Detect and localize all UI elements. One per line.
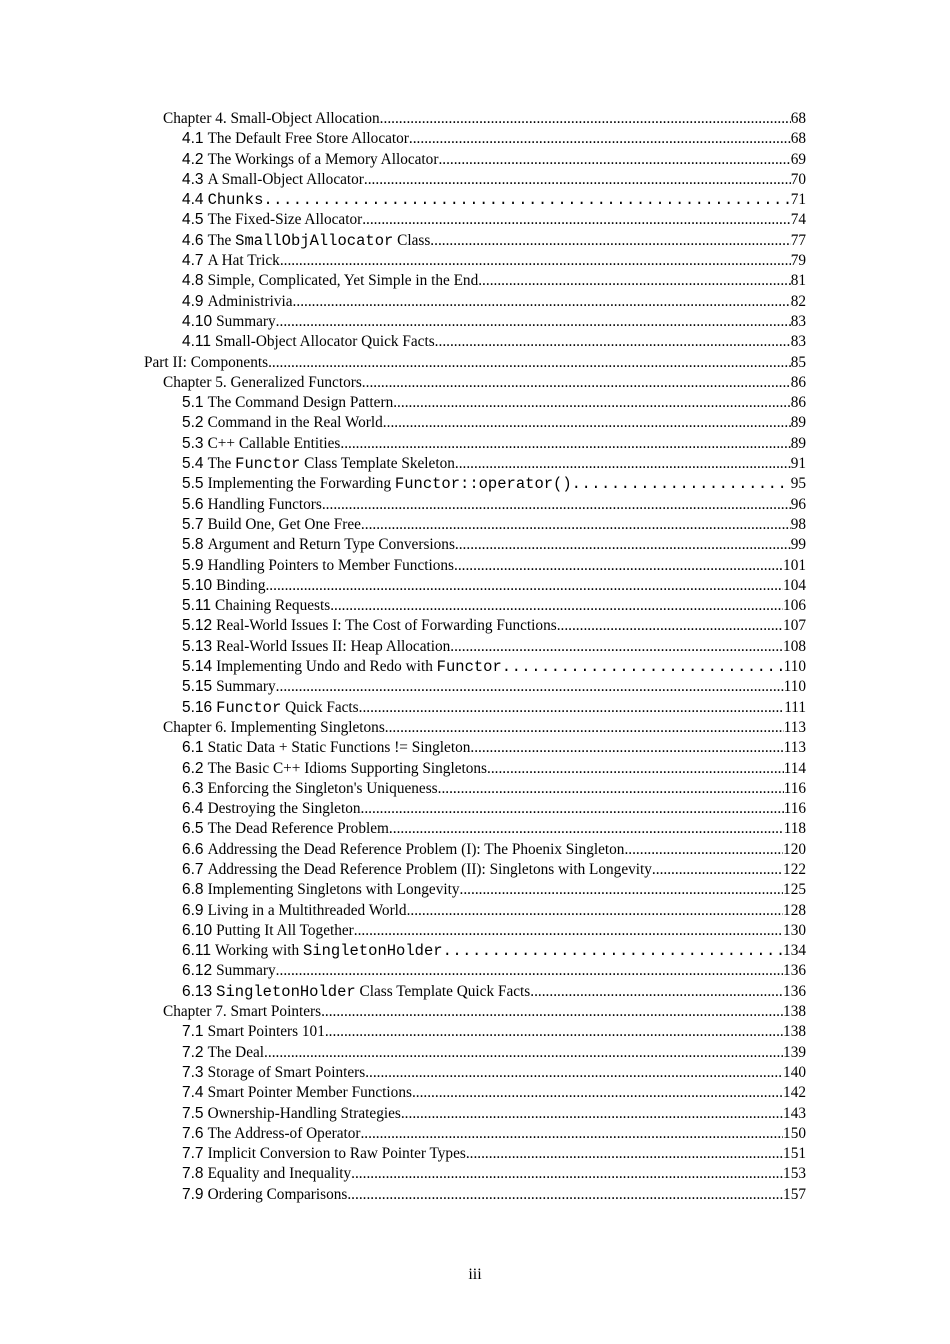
page-number: 83 xyxy=(790,312,806,330)
entry-title-text: The Basic C++ Idioms Supporting Singletons xyxy=(207,759,487,777)
page-number: 83 xyxy=(790,333,806,351)
toc-section-entry[interactable] xyxy=(182,982,806,1002)
section-number: 5.7 xyxy=(182,515,204,533)
section-number: 6.13 xyxy=(182,982,213,1000)
dot-leader xyxy=(624,840,783,860)
page-number: 107 xyxy=(783,617,806,635)
page-number: 125 xyxy=(783,881,806,899)
page-number: 79 xyxy=(790,252,806,270)
dot-leader xyxy=(351,1164,783,1184)
toc-section-entry[interactable] xyxy=(182,231,806,251)
toc-section-entry[interactable] xyxy=(182,1043,806,1063)
toc-section-entry[interactable] xyxy=(182,251,806,271)
toc-section-entry[interactable] xyxy=(182,677,806,697)
entry-title-text: Living in a Multithreaded World xyxy=(207,901,407,919)
section-number: 5.13 xyxy=(182,637,213,655)
page-number: 110 xyxy=(783,658,806,676)
dot-leader xyxy=(407,901,783,921)
toc-section-entry[interactable] xyxy=(182,860,806,880)
toc-section-entry[interactable] xyxy=(182,495,806,515)
dot-leader xyxy=(454,556,783,576)
page-number: 114 xyxy=(783,759,806,777)
toc-section-entry[interactable] xyxy=(182,596,806,616)
dot-leader xyxy=(383,413,791,433)
entry-code-text: Functor xyxy=(235,455,301,474)
entry-code-text: Functor::operator() xyxy=(394,475,572,494)
entry-title-text: Storage of Smart Pointers xyxy=(207,1063,366,1081)
page-number: 118 xyxy=(783,820,806,838)
section-number: 5.15 xyxy=(182,678,213,696)
section-number: 4.9 xyxy=(182,292,204,310)
toc-section-entry[interactable] xyxy=(182,434,806,454)
dot-leader xyxy=(393,393,790,413)
section-number: 7.2 xyxy=(182,1043,204,1061)
entry-title-text: Handling Pointers to Member Functions xyxy=(207,556,454,574)
page-number: 157 xyxy=(783,1185,806,1203)
page-number: 68 xyxy=(790,110,806,127)
dot-leader xyxy=(280,251,791,271)
toc-section-entry[interactable] xyxy=(182,616,806,636)
toc-section-entry[interactable] xyxy=(182,129,806,149)
page-number: 139 xyxy=(783,1043,806,1061)
page-number: 69 xyxy=(790,150,806,168)
section-number: 4.3 xyxy=(182,170,204,188)
dot-leader xyxy=(572,474,791,494)
section-number: 7.4 xyxy=(182,1084,204,1102)
entry-title-text: Implicit Conversion to Raw Pointer Types xyxy=(207,1145,466,1163)
toc-section-entry[interactable] xyxy=(182,779,806,799)
entry-title-text: Part II: Components xyxy=(144,353,269,371)
page-number: 113 xyxy=(783,718,806,736)
page-number: 96 xyxy=(790,495,806,513)
toc-section-entry[interactable] xyxy=(182,515,806,535)
dot-leader xyxy=(455,454,791,474)
section-number: 5.2 xyxy=(182,414,204,432)
section-number: 5.5 xyxy=(182,475,204,493)
toc-section-entry[interactable] xyxy=(182,1185,806,1205)
dot-leader xyxy=(321,1002,783,1022)
toc-section-entry[interactable] xyxy=(182,961,806,981)
section-number: 6.3 xyxy=(182,779,204,797)
dot-leader xyxy=(460,880,784,900)
page-number: 136 xyxy=(783,962,806,980)
page-number: 143 xyxy=(783,1104,806,1122)
section-number: 7.9 xyxy=(182,1185,204,1203)
dot-leader xyxy=(385,718,784,738)
dot-leader xyxy=(360,1124,783,1144)
toc-section-entry[interactable] xyxy=(182,474,806,494)
toc-section-entry[interactable] xyxy=(182,637,806,657)
entry-title-text: Ownership-Handling Strategies xyxy=(207,1104,401,1122)
entry-title-text: Summary xyxy=(216,678,276,696)
page-number: 120 xyxy=(783,840,806,858)
entry-title-text: Summary xyxy=(216,312,276,330)
entry-title-text: Working with xyxy=(215,942,304,960)
dot-leader xyxy=(293,292,791,312)
toc-section-entry[interactable] xyxy=(182,840,806,860)
page-number: 116 xyxy=(783,800,806,818)
section-number: 7.3 xyxy=(182,1063,204,1081)
section-number: 6.10 xyxy=(182,921,213,939)
entry-title-text: Addressing the Dead Reference Problem (I): The Phoenix Singleton xyxy=(207,840,625,858)
page-number: 111 xyxy=(784,698,806,716)
section-number: 5.11 xyxy=(182,597,212,615)
entry-title-text: A Hat Trick xyxy=(207,252,280,270)
toc-section-entry[interactable] xyxy=(182,941,806,961)
toc-section-entry[interactable] xyxy=(182,535,806,555)
page-number: 104 xyxy=(783,576,806,594)
dot-leader xyxy=(502,657,784,677)
dot-leader xyxy=(438,150,790,170)
page-number: 74 xyxy=(790,211,806,229)
dot-leader xyxy=(450,637,783,657)
toc-section-entry[interactable] xyxy=(182,657,806,677)
entry-code-text: SingletonHolder xyxy=(216,982,356,1001)
toc-section-entry[interactable] xyxy=(182,332,806,352)
section-number: 7.7 xyxy=(182,1145,204,1163)
section-number: 5.3 xyxy=(182,434,204,452)
page-number: 71 xyxy=(790,191,806,209)
entry-title-text: The Fixed-Size Allocator xyxy=(207,211,363,229)
section-number: 6.9 xyxy=(182,901,204,919)
section-number: 6.6 xyxy=(182,840,204,858)
entry-code-text: Functor xyxy=(216,698,282,717)
page-number: 95 xyxy=(790,475,806,493)
dot-leader xyxy=(268,353,791,373)
page-number: 138 xyxy=(783,1023,806,1041)
entry-title-text: The Default Free Store Allocator xyxy=(207,130,409,148)
toc-section-entry[interactable] xyxy=(182,1144,806,1164)
entry-title-text: Destroying the Singleton xyxy=(207,800,361,818)
entry-title-text: Binding xyxy=(216,576,266,594)
entry-title-text: Small-Object Allocator Quick Facts xyxy=(215,333,435,351)
entry-title-text: Smart Pointers 101 xyxy=(207,1023,325,1041)
dot-leader xyxy=(276,961,783,981)
section-number: 7.8 xyxy=(182,1165,204,1183)
page-number: 85 xyxy=(790,353,806,371)
toc-section-entry[interactable] xyxy=(182,1164,806,1184)
section-number: 5.10 xyxy=(182,576,213,594)
toc-section-entry[interactable] xyxy=(182,1022,806,1042)
section-number: 4.10 xyxy=(182,312,213,330)
section-number: 6.4 xyxy=(182,800,204,818)
section-number: 5.8 xyxy=(182,536,204,554)
toc-section-entry[interactable] xyxy=(182,292,806,312)
entry-title-text: A Small-Object Allocator xyxy=(207,170,364,188)
dot-leader xyxy=(347,1185,783,1205)
toc-chapter-entry[interactable] xyxy=(163,373,806,393)
section-number: 5.1 xyxy=(182,394,204,412)
dot-leader xyxy=(470,738,783,758)
page-number: 106 xyxy=(783,597,806,615)
section-number: 6.11 xyxy=(182,942,212,960)
entry-title-text: The Workings of a Memory Allocator xyxy=(207,150,439,168)
toc-section-entry[interactable] xyxy=(182,1104,806,1124)
toc-section-entry[interactable] xyxy=(182,393,806,413)
page-number: 122 xyxy=(783,860,806,878)
entry-code-text: Functor xyxy=(436,658,502,677)
page-number-footer: iii xyxy=(468,1266,482,1283)
entry-title-text: Command in the Real World xyxy=(207,414,383,432)
toc-section-entry[interactable] xyxy=(182,901,806,921)
dot-leader xyxy=(435,332,791,352)
page-number: 110 xyxy=(783,678,806,696)
page-number: 98 xyxy=(790,515,806,533)
entry-title-text: The Dead Reference Problem xyxy=(207,820,389,838)
section-number: 6.7 xyxy=(182,860,204,878)
page-number: 101 xyxy=(783,556,806,574)
toc-section-entry[interactable] xyxy=(182,271,806,291)
toc-section-entry[interactable] xyxy=(182,880,806,900)
entry-code-text: Chunks xyxy=(207,191,264,210)
page-number: 89 xyxy=(790,434,806,452)
section-number: 4.2 xyxy=(182,150,204,168)
entry-title-text: Real-World Issues I: The Cost of Forwarding Functions xyxy=(216,617,557,635)
dot-leader xyxy=(322,495,791,515)
section-number: 4.6 xyxy=(182,231,204,249)
toc-section-entry[interactable] xyxy=(182,312,806,332)
dot-leader xyxy=(354,921,783,941)
dot-leader xyxy=(362,210,791,230)
toc-chapter-entry[interactable] xyxy=(163,109,806,129)
dot-leader xyxy=(364,170,791,190)
section-number: 6.8 xyxy=(182,881,204,899)
page-number: 150 xyxy=(783,1124,806,1142)
section-number: 7.5 xyxy=(182,1104,204,1122)
table-of-contents xyxy=(0,109,950,1205)
entry-code-text: SingletonHolder xyxy=(303,942,443,961)
dot-leader xyxy=(263,190,790,210)
page-number: 86 xyxy=(790,373,806,391)
dot-leader xyxy=(409,129,791,149)
entry-title-text: The Deal xyxy=(207,1043,265,1061)
page-number: 130 xyxy=(783,921,806,939)
entry-title-text: Ordering Comparisons xyxy=(207,1185,348,1203)
toc-section-entry[interactable] xyxy=(182,210,806,230)
dot-leader xyxy=(340,434,790,454)
section-number: 7.6 xyxy=(182,1124,204,1142)
dot-leader xyxy=(389,819,784,839)
section-number: 6.2 xyxy=(182,759,204,777)
entry-title-text: Enforcing the Singleton's Uniqueness xyxy=(207,779,438,797)
entry-title-text: Smart Pointer Member Functions xyxy=(207,1084,412,1102)
entry-title-text: The Command Design Pattern xyxy=(207,394,394,412)
toc-section-entry[interactable] xyxy=(182,1124,806,1144)
page-number: 128 xyxy=(783,901,806,919)
dot-leader xyxy=(265,576,783,596)
entry-title-text: Administrivia xyxy=(207,292,293,310)
dot-leader xyxy=(264,1043,783,1063)
dot-leader xyxy=(361,515,791,535)
entry-title-text: Addressing the Dead Reference Problem (II): Singletons with Longevity xyxy=(207,860,652,878)
toc-section-entry[interactable] xyxy=(182,170,806,190)
section-number: 4.8 xyxy=(182,272,204,290)
dot-leader xyxy=(438,779,784,799)
entry-title-text: Quick Facts xyxy=(281,698,359,716)
toc-part-entry[interactable] xyxy=(144,353,806,373)
entry-title-text: Implementing the Forwarding xyxy=(207,475,395,493)
toc-section-entry[interactable] xyxy=(182,819,806,839)
page-number: 142 xyxy=(783,1084,806,1102)
dot-leader xyxy=(362,373,791,393)
toc-section-entry[interactable] xyxy=(182,698,806,718)
entry-title-text: Build One, Get One Free xyxy=(207,515,361,533)
page-number: 81 xyxy=(790,272,806,290)
dot-leader xyxy=(557,616,783,636)
entry-code-text: SmallObjAllocator xyxy=(235,231,394,250)
page-number: 136 xyxy=(783,982,806,1000)
toc-section-entry[interactable] xyxy=(182,1083,806,1103)
page-number: 134 xyxy=(783,942,806,960)
page-number: 86 xyxy=(790,394,806,412)
page-number: 108 xyxy=(783,637,806,655)
entry-title-text: Class Template Skeleton xyxy=(300,455,455,473)
page-number: 91 xyxy=(790,455,806,473)
toc-section-entry[interactable] xyxy=(182,150,806,170)
dot-leader xyxy=(466,1144,783,1164)
dot-leader xyxy=(380,109,791,129)
section-number: 4.1 xyxy=(182,130,204,148)
section-number: 6.12 xyxy=(182,962,213,980)
page-number: 70 xyxy=(790,170,806,188)
page-number: 77 xyxy=(790,231,806,249)
entry-title-text: Argument and Return Type Conversions xyxy=(207,536,455,554)
toc-section-entry[interactable] xyxy=(182,413,806,433)
page-number: 68 xyxy=(790,130,806,148)
entry-title-text: Simple, Complicated, Yet Simple in the End xyxy=(207,272,479,290)
dot-leader xyxy=(359,698,785,718)
toc-section-entry[interactable] xyxy=(182,1063,806,1083)
dot-leader xyxy=(401,1104,783,1124)
section-number: 5.16 xyxy=(182,698,213,716)
dot-leader xyxy=(276,677,784,697)
section-number: 6.5 xyxy=(182,820,204,838)
page-number: 151 xyxy=(783,1145,806,1163)
entry-title-text: Class Template Quick Facts xyxy=(355,982,531,1000)
section-number: 5.12 xyxy=(182,617,213,635)
section-number: 5.14 xyxy=(182,658,213,676)
toc-section-entry[interactable] xyxy=(182,556,806,576)
page-number: 113 xyxy=(783,739,806,757)
entry-title-text: The xyxy=(207,455,236,473)
entry-title-text: Chaining Requests xyxy=(215,597,331,615)
toc-section-entry[interactable] xyxy=(182,738,806,758)
toc-chapter-entry[interactable] xyxy=(163,718,806,738)
page-number: 82 xyxy=(790,292,806,310)
dot-leader xyxy=(365,1063,783,1083)
entry-title-text: Implementing Singletons with Longevity xyxy=(207,881,460,899)
dot-leader xyxy=(276,312,791,332)
entry-title-text: Real-World Issues II: Heap Allocation xyxy=(216,637,451,655)
entry-title-text: The Address-of Operator xyxy=(207,1124,361,1142)
section-number: 5.6 xyxy=(182,495,204,513)
toc-section-entry[interactable] xyxy=(182,921,806,941)
page-number: 89 xyxy=(790,414,806,432)
toc-chapter-entry[interactable] xyxy=(163,1002,806,1022)
dot-leader xyxy=(530,982,783,1002)
dot-leader xyxy=(443,941,783,961)
entry-title-text: Equality and Inequality xyxy=(207,1165,352,1183)
dot-leader xyxy=(330,596,783,616)
dot-leader xyxy=(361,799,784,819)
entry-title-text: Summary xyxy=(216,962,276,980)
dot-leader xyxy=(455,535,791,555)
toc-section-entry[interactable] xyxy=(182,759,806,779)
section-number: 4.11 xyxy=(182,333,212,351)
toc-section-entry[interactable] xyxy=(182,190,806,210)
page-number: 99 xyxy=(790,536,806,554)
section-number: 4.5 xyxy=(182,211,204,229)
entry-title-text: Static Data + Static Functions != Singleton xyxy=(207,739,471,757)
toc-section-entry[interactable] xyxy=(182,576,806,596)
section-number: 6.1 xyxy=(182,739,204,757)
entry-title-text: Chapter 6. Implementing Singletons xyxy=(163,718,385,736)
page-number: 153 xyxy=(783,1165,806,1183)
entry-title-text: Handling Functors xyxy=(207,495,322,513)
page-number: 116 xyxy=(783,779,806,797)
section-number: 5.4 xyxy=(182,455,204,473)
toc-section-entry[interactable] xyxy=(182,454,806,474)
entry-title-text: C++ Callable Entities xyxy=(207,434,341,452)
dot-leader xyxy=(412,1083,783,1103)
page-number: 138 xyxy=(783,1003,806,1021)
dot-leader xyxy=(487,759,784,779)
dot-leader xyxy=(478,271,790,291)
section-number: 7.1 xyxy=(182,1023,204,1041)
entry-title-text: Chapter 5. Generalized Functors xyxy=(163,373,362,391)
section-number: 5.9 xyxy=(182,556,204,574)
dot-leader xyxy=(652,860,783,880)
entry-title-text: Implementing Undo and Redo with xyxy=(216,658,437,676)
section-number: 4.7 xyxy=(182,252,204,270)
entry-title-text: The xyxy=(207,231,236,249)
entry-title-text: Chapter 4. Small-Object Allocation xyxy=(163,110,380,127)
entry-title-text: Class xyxy=(393,231,431,249)
entry-title-text: Chapter 7. Smart Pointers xyxy=(163,1003,322,1021)
dot-leader xyxy=(325,1022,783,1042)
toc-section-entry[interactable] xyxy=(182,799,806,819)
entry-title-text: Putting It All Together xyxy=(216,921,354,939)
page-number: 140 xyxy=(783,1063,806,1081)
section-number: 4.4 xyxy=(182,191,204,209)
dot-leader xyxy=(430,231,790,251)
